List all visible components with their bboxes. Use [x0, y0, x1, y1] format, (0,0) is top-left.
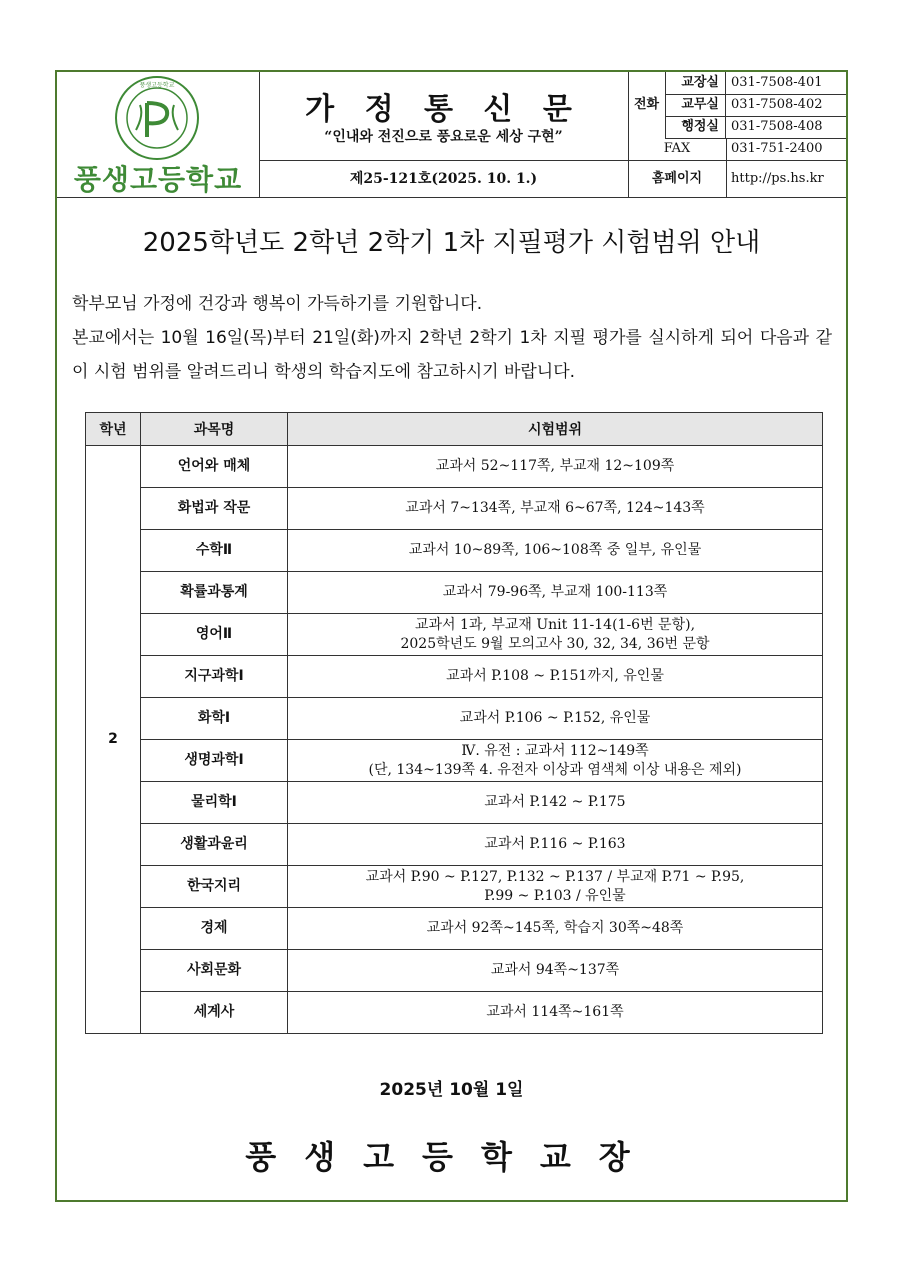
document-title: 2025학년도 2학년 2학기 1차 지필평가 시험범위 안내 — [142, 228, 761, 258]
phone-office-label: 교무실 — [665, 94, 726, 116]
range-cell — [288, 656, 823, 698]
subject-cell: 생명과학Ⅰ — [141, 740, 288, 782]
range-line: 2025학년도 9월 모의고사 30, 32, 34, 36번 문항 — [400, 635, 710, 652]
newsletter-title: 가 정 통 신 문 — [305, 92, 582, 127]
subject-cell: 영어Ⅱ — [141, 614, 288, 656]
range-line: 교과서 P.142 ~ P.175 — [484, 794, 626, 810]
subject-cell: 수학Ⅱ — [141, 530, 288, 572]
range-line: Ⅳ. 유전 : 교과서 112~149쪽 — [461, 742, 649, 759]
table-row — [86, 614, 823, 656]
fax-number: 031-751-2400 — [731, 141, 823, 156]
exam-range-table — [85, 412, 823, 1034]
phone-row — [665, 94, 846, 117]
range-line: 교과서 52~117쪽, 부교재 12~109쪽 — [435, 458, 675, 474]
school-name: 풍생고등학교 — [73, 163, 243, 196]
table-row — [86, 740, 823, 782]
fax-row — [628, 138, 846, 161]
range-line: 교과서 92쪽~145쪽, 학습지 30쪽~48쪽 — [426, 920, 684, 936]
subject-cell: 화학Ⅰ — [141, 698, 288, 740]
homepage-label: 홈페이지 — [628, 160, 727, 197]
intro-paragraph: 학부모님 가정에 건강과 행복이 가득하기를 기원합니다. — [72, 294, 483, 314]
school-emblem-icon — [114, 75, 200, 161]
subject-cell: 화법과 작문 — [141, 488, 288, 530]
grade-cell: 2 — [86, 446, 141, 1034]
column-header-range: 시험범위 — [288, 413, 823, 446]
range-line: 교과서 94쪽~137쪽 — [490, 962, 620, 978]
subject-cell: 한국지리 — [141, 866, 288, 908]
phone-number: 031-7508-401 — [731, 75, 823, 90]
table-row — [86, 698, 823, 740]
range-line: 교과서 P.90 ~ P.127, P.132 ~ P.137 / 부교재 P.71 ~ P.95, — [365, 868, 745, 885]
range-cell — [288, 824, 823, 866]
range-cell — [288, 908, 823, 950]
intro-text — [72, 287, 832, 389]
subject-cell: 세계사 — [141, 992, 288, 1034]
range-line: 교과서 10~89쪽, 106~108쪽 중 일부, 유인물 — [408, 542, 702, 558]
range-line: (단, 134~139쪽 4. 유전자 이상과 염색체 이상 내용은 제외) — [368, 761, 742, 778]
issue-date: 2025년 10월 1일 — [379, 1080, 524, 1100]
table-row — [86, 866, 823, 908]
table-header-row — [86, 413, 823, 446]
range-cell — [288, 698, 823, 740]
contact-info — [628, 72, 846, 197]
subject-cell: 언어와 매체 — [141, 446, 288, 488]
svg-text:풍생고등학교: 풍생고등학교 — [139, 82, 175, 89]
subject-cell: 확률과통계 — [141, 572, 288, 614]
range-cell — [288, 572, 823, 614]
range-line: 교과서 7~134쪽, 부교재 6~67쪽, 124~143쪽 — [405, 500, 705, 516]
table-row — [86, 488, 823, 530]
subject-cell: 생활과윤리 — [141, 824, 288, 866]
school-logo-block — [57, 72, 260, 197]
column-header-subject: 과목명 — [141, 413, 288, 446]
phone-label: 전화 — [628, 72, 666, 138]
table-row — [86, 824, 823, 866]
subject-cell: 물리학Ⅰ — [141, 782, 288, 824]
intro-paragraph: 본교에서는 10월 16일(목)부터 21일(화)까지 2학년 2학기 1차 지필 평가를 실시하게 되어 다음과 같이 시험 범위를 알려드리니 학생의 학습지도에 참고하시기 바랍니다. — [72, 328, 832, 382]
phone-row — [665, 72, 846, 95]
subject-cell: 사회문화 — [141, 950, 288, 992]
letterhead-title-block — [259, 72, 629, 197]
table-row — [86, 530, 823, 572]
range-cell — [288, 782, 823, 824]
table-row — [86, 446, 823, 488]
phone-number: 031-7508-408 — [731, 119, 823, 134]
principal-signature: 풍생고등학교장 — [245, 1138, 658, 1176]
range-line: 교과서 79-96쪽, 부교재 100-113쪽 — [442, 584, 668, 600]
range-cell — [288, 446, 823, 488]
range-line: 교과서 1과, 부교재 Unit 11-14(1-6번 문항), — [414, 616, 696, 633]
table-row — [86, 782, 823, 824]
table-row — [86, 992, 823, 1034]
range-line: 교과서 114쪽~161쪽 — [486, 1004, 624, 1020]
range-line: 교과서 P.106 ~ P.152, 유인물 — [459, 710, 651, 726]
range-cell — [288, 530, 823, 572]
homepage-link[interactable]: http://ps.hs.kr — [731, 171, 824, 186]
homepage-row — [628, 160, 846, 197]
range-cell — [288, 950, 823, 992]
phone-office-label: 행정실 — [665, 116, 726, 138]
range-line: 교과서 P.108 ~ P.151까지, 유인물 — [446, 668, 664, 684]
school-motto: “인내와 전진으로 풍요로운 세상 구현” — [324, 129, 563, 145]
issue-number: 제25-121호(2025. 10. 1.) — [259, 160, 628, 198]
range-cell — [288, 740, 823, 782]
range-line: P.99 ~ P.103 / 유인물 — [484, 887, 626, 904]
range-cell — [288, 614, 823, 656]
table-row — [86, 572, 823, 614]
column-header-grade: 학년 — [86, 413, 141, 446]
subject-cell: 지구과학Ⅰ — [141, 656, 288, 698]
range-cell — [288, 992, 823, 1034]
phone-office-label: 교장실 — [665, 72, 726, 94]
table-row — [86, 908, 823, 950]
phone-row — [665, 116, 846, 139]
range-line: 교과서 P.116 ~ P.163 — [484, 836, 626, 852]
newsletter-frame — [55, 70, 848, 1202]
fax-label: FAX — [628, 138, 727, 160]
subject-cell: 경제 — [141, 908, 288, 950]
table-row — [86, 950, 823, 992]
range-cell — [288, 488, 823, 530]
table-row — [86, 656, 823, 698]
phone-number: 031-7508-402 — [731, 97, 823, 112]
letterhead — [57, 72, 846, 198]
range-cell — [288, 866, 823, 908]
